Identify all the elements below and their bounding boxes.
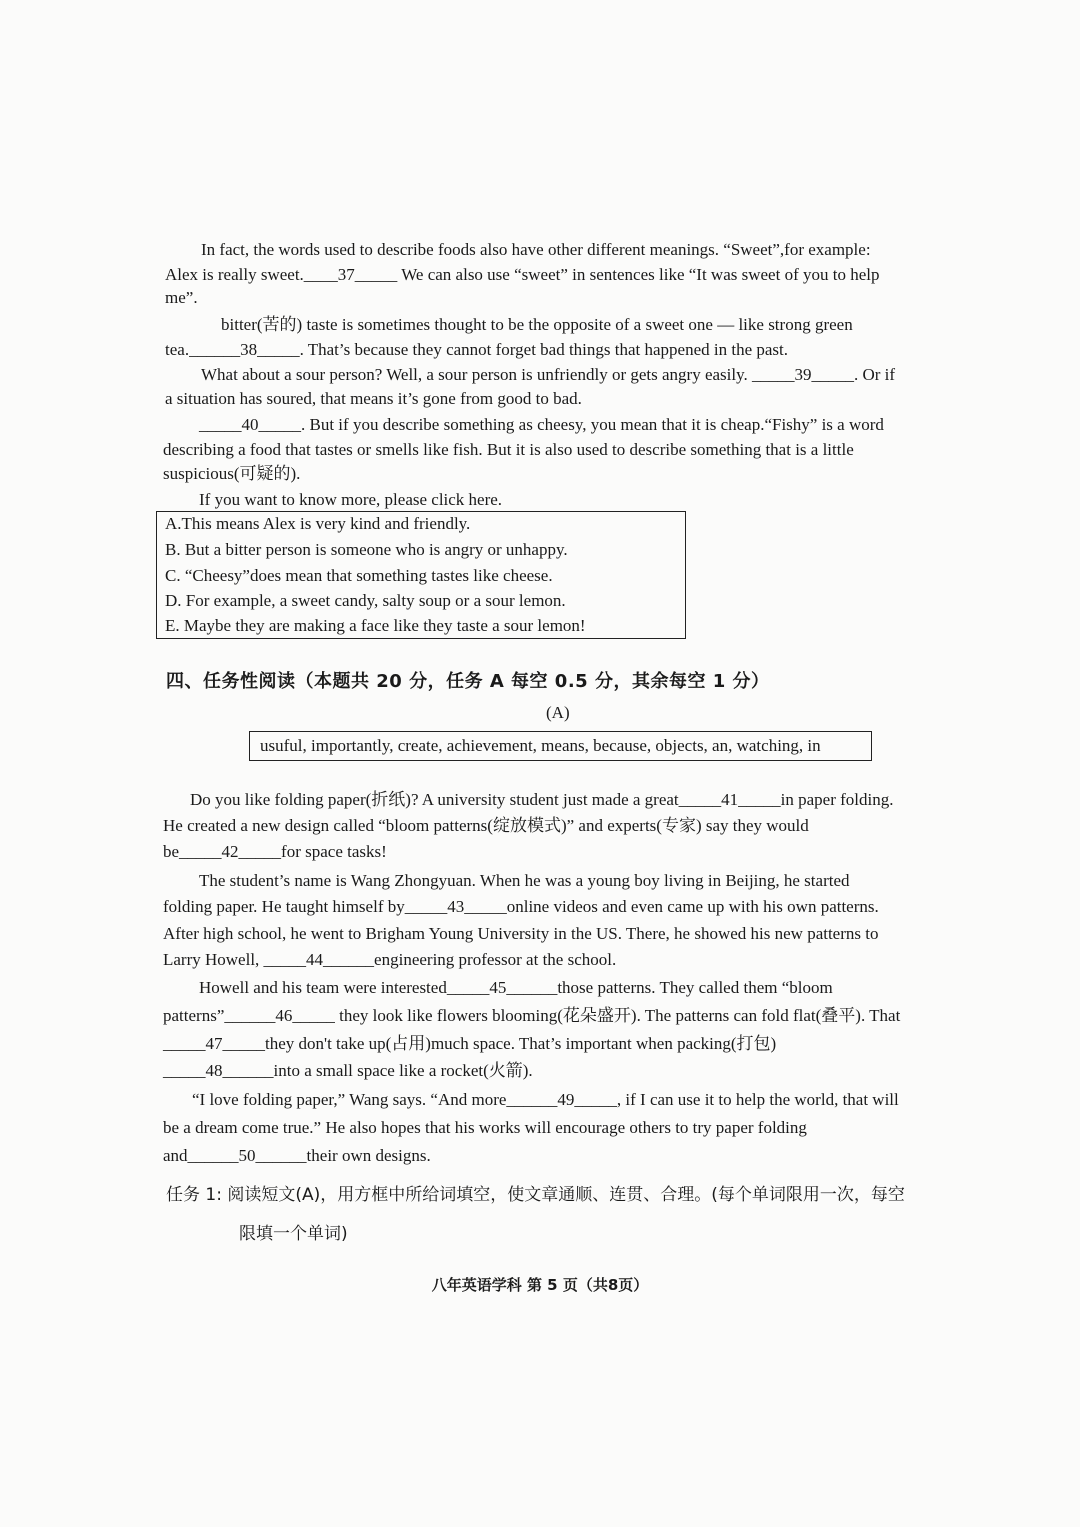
passage2-line: _____47_____they don't take up(占用)much space. That’s important when packing(打包): [163, 1034, 777, 1053]
passage1-line: tea.______38_____. That’s because they cannot forget bad things that happened in the past.: [165, 340, 789, 359]
passage2-line: The student’s name is Wang Zhongyuan. When he was a young boy living in Beijing, he started: [199, 871, 850, 890]
passage2-line: “I love folding paper,” Wang says. “And more______49_____, if I can use it to help the world, that will: [192, 1090, 899, 1109]
passage2-line: patterns”______46_____ they look like flowers blooming(花朵盛开). The patterns can fold flat(叠平). That: [163, 1006, 901, 1025]
passage2-line: _____48______into a small space like a rocket(火箭).: [163, 1061, 533, 1080]
passage2-line: and______50______their own designs.: [163, 1146, 431, 1165]
option-a: A.This means Alex is very kind and friendly.: [165, 514, 471, 533]
passage2-line: be a dream come true.” He also hopes that his works will encourage others to try paper folding: [163, 1118, 807, 1137]
passage2-line: Howell and his team were interested_____45______those patterns. They called them “bloom: [199, 978, 833, 997]
passage1-line: In fact, the words used to describe foods also have other different meanings. “Sweet”,for example:: [201, 240, 871, 259]
passage2-line: folding paper. He taught himself by_____43_____online videos and even came up with his own patterns.: [163, 897, 879, 916]
passage1-line: suspicious(可疑的).: [163, 464, 301, 483]
passage1-line: What about a sour person? Well, a sour person is unfriendly or gets angry easily. _____39_____. Or if: [201, 365, 896, 384]
passage2-line: He created a new design called “bloom patterns(绽放模式)” and experts(专家) say they would: [163, 816, 809, 835]
task1-instruction-cont: 限填一个单词): [239, 1224, 348, 1244]
options-box: [156, 511, 686, 639]
part-label: (A): [546, 703, 570, 722]
passage2-line: After high school, he went to Brigham Young University in the US. There, he showed his new patterns to: [163, 924, 879, 943]
passage2-line: be_____42_____for space tasks!: [163, 842, 387, 861]
option-d: D. For example, a sweet candy, salty soup or a sour lemon.: [165, 591, 566, 610]
word-bank: [249, 731, 872, 761]
task1-instruction: 任务 1: 阅读短文(A)，用方框中所给词填空，使文章通顺、连贯、合理。(每个单词限用一次，每空: [166, 1185, 905, 1205]
option-e: E. Maybe they are making a face like they taste a sour lemon!: [165, 616, 586, 635]
passage2-line: Do you like folding paper(折纸)? A university student just made a great_____41_____in paper folding.: [190, 790, 894, 809]
page-footer: 八年英语学科 第 5 页（共8页）: [431, 1276, 649, 1294]
section-title: 四、任务性阅读（本题共 20 分，任务 A 每空 0.5 分，其余每空 1 分）: [166, 671, 770, 692]
passage1-line: bitter(苦的) taste is sometimes thought to be the opposite of a sweet one — like strong green: [221, 315, 853, 334]
passage1-line: describing a food that tastes or smells like fish. But it is also used to describe something that is a little: [163, 440, 854, 459]
passage1-line: If you want to know more, please click here.: [199, 490, 503, 509]
passage1-line: a situation has soured, that means it’s gone from good to bad.: [165, 389, 582, 408]
option-b: B. But a bitter person is someone who is angry or unhappy.: [165, 540, 568, 559]
passage1-line: _____40_____. But if you describe something as cheesy, you mean that it is cheap.“Fishy” is a word: [199, 415, 884, 434]
passage1-line: me”.: [165, 288, 198, 307]
passage1-line: Alex is really sweet.____37_____ We can also use “sweet” in sentences like “It was sweet of you to help: [165, 265, 880, 284]
word-bank-text: usuful, importantly, create, achievement, means, because, objects, an, watching, in: [260, 736, 821, 755]
passage2-line: Larry Howell, _____44______engineering professor at the school.: [163, 950, 617, 969]
option-c: C. “Cheesy”does mean that something tastes like cheese.: [165, 566, 553, 585]
